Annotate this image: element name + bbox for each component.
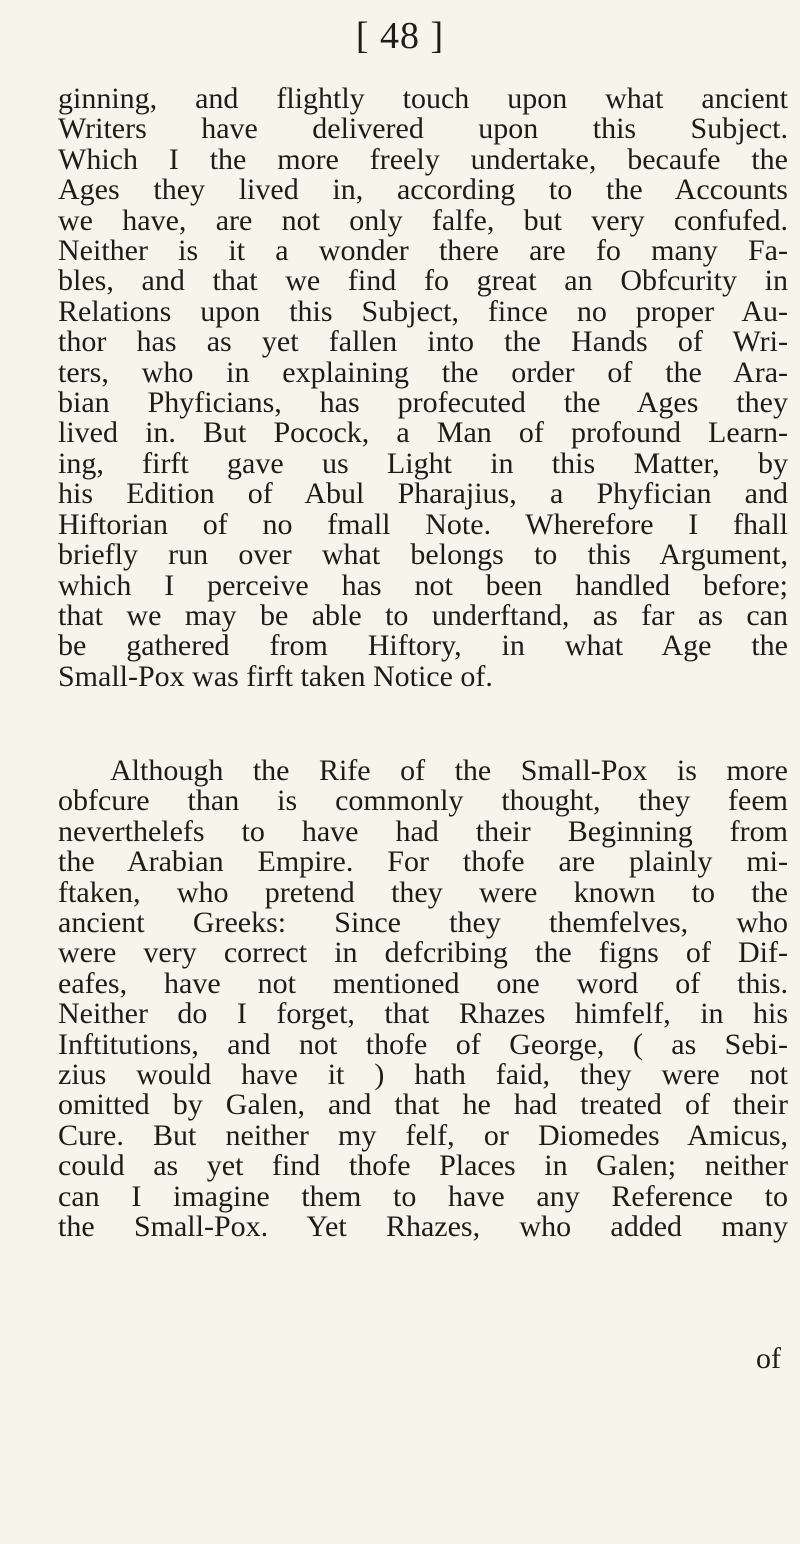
text-line: his Edition of Abul Pharajius, a Phyfician and xyxy=(58,477,788,511)
text-line: thor has as yet fallen into the Hands of Wri- xyxy=(58,325,788,359)
text-line: bian Phyficians, has profecuted the Ages they xyxy=(58,386,788,420)
page-number: [ 48 ] xyxy=(355,15,445,57)
catchword: of xyxy=(756,1342,781,1375)
text-line: ginning, and flightly touch upon what ancient xyxy=(58,82,788,115)
text-line: can I imagine them to have any Reference to xyxy=(58,1179,788,1213)
text-line: Ages they lived in, according to the Accounts xyxy=(58,173,788,207)
text-line: ftaken, who pretend they were known to the xyxy=(58,875,788,909)
text-line: eafes, have not mentioned one word of this. xyxy=(58,966,788,1000)
text-line: were very correct in defcribing the figns of Dif- xyxy=(58,936,788,970)
text-line: ing, firft gave us Light in this Matter, by xyxy=(58,446,788,480)
text-line: Neither is it a wonder there are fo many Fa- xyxy=(58,234,788,268)
text-line: Although the Rife of the Small-Pox is more xyxy=(110,754,788,787)
text-line: zius would have it ) hath faid, they were not xyxy=(58,1058,788,1092)
text-line: Small-Pox was firft taken Notice of. xyxy=(58,659,493,693)
text-line: omitted by Galen, and that he had treated of their xyxy=(58,1088,788,1122)
text-line: the Small-Pox. Yet Rhazes, who added many xyxy=(58,1210,788,1244)
paragraph-2 xyxy=(58,756,788,1243)
text-line: that we may be able to underftand, as far as can xyxy=(58,598,788,632)
text-line: lived in. But Pocock, a Man of profound Learn- xyxy=(58,416,788,450)
paragraph-1 xyxy=(58,84,788,692)
text-line: Which I the more freely undertake, becaufe the xyxy=(58,142,788,176)
text-line: Writers have delivered upon this Subject. xyxy=(58,112,788,146)
text-line: Neither do I forget, that Rhazes himfelf, in his xyxy=(58,997,788,1031)
text-line: we have, are not only falfe, but very confufed. xyxy=(58,203,788,237)
text-line: obfcure than is commonly thought, they feem xyxy=(58,784,788,818)
text-line: be gathered from Hiftory, in what Age the xyxy=(58,629,788,663)
text-line: Hiftorian of no fmall Note. Wherefore I fhall xyxy=(58,507,788,541)
text-line: bles, and that we find fo great an Obfcurity in xyxy=(58,264,788,298)
text-line: Inftitutions, and not thofe of George, ( as Sebi- xyxy=(58,1027,788,1061)
text-line: ters, who in explaining the order of the Ara- xyxy=(58,355,788,389)
text-line: briefly run over what belongs to this Argument, xyxy=(58,538,788,572)
text-line: ancient Greeks: Since they themfelves, who xyxy=(58,906,788,940)
text-line: the Arabian Empire. For thofe are plainly mi- xyxy=(58,845,788,879)
text-line: Cure. But neither my felf, or Diomedes Amicus, xyxy=(58,1118,788,1152)
text-line: Relations upon this Subject, fince no proper Au- xyxy=(58,294,788,328)
text-line: could as yet find thofe Places in Galen; neither xyxy=(58,1149,788,1183)
text-line: neverthelefs to have had their Beginning from xyxy=(58,814,788,848)
text-line: which I perceive has not been handled before; xyxy=(58,568,788,602)
